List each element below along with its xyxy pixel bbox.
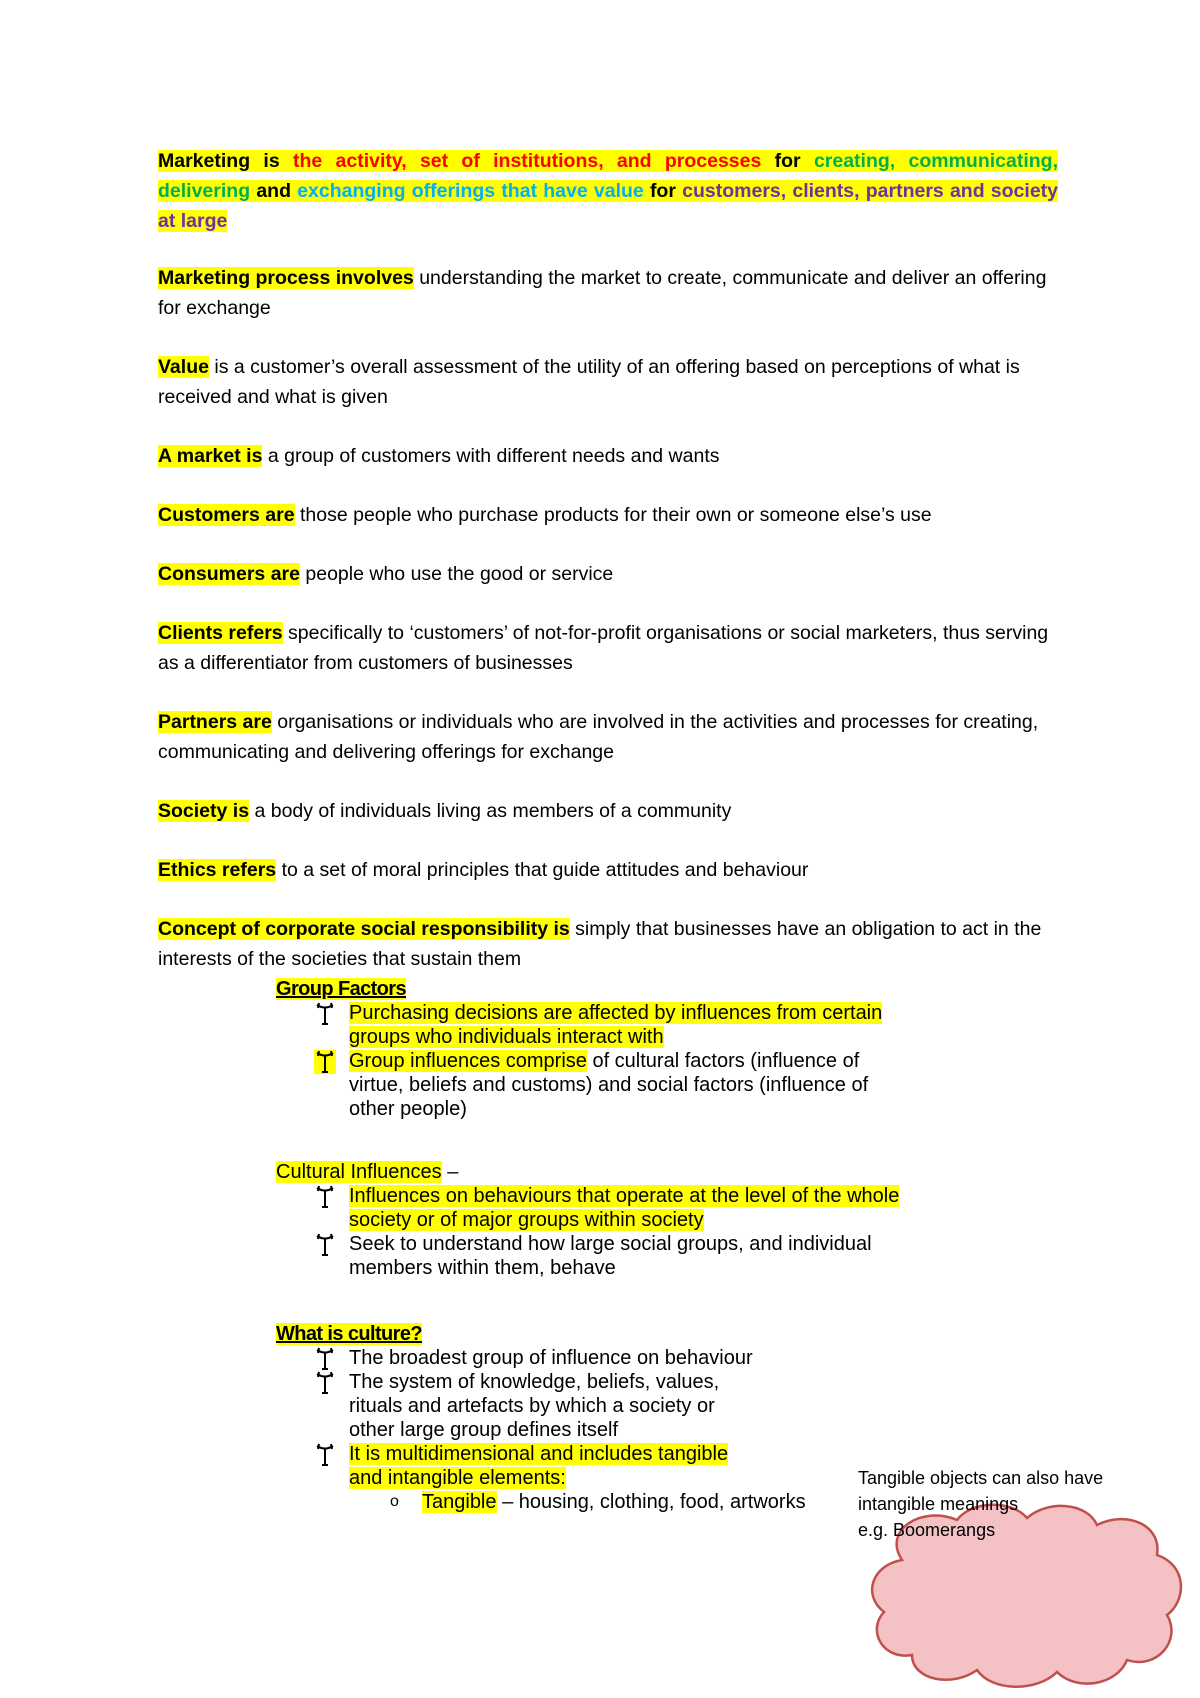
circle-bullet: o [390,1493,399,1510]
definition-text: people who use the good or service [299,563,614,585]
list-item: Purchasing decisions are affected by influences from certain groups who individuals interact with [276,1001,916,1049]
definition-text: a group of customers with different needs and wants [262,445,720,467]
list-item: Group influences comprise of cultural factors (influence of virtue, beliefs and customs) and social factors (influence of other people) [276,1049,916,1121]
group-factors-heading: Group Factors [276,978,406,1000]
definition-term: Clients refers [158,622,283,644]
definition-term: Customers are [158,504,295,526]
list-item: The system of knowledge, beliefs, values, rituals and artefacts by which a society or other large group defines itself [276,1370,916,1442]
definition-term: Ethics refers [158,859,277,881]
marketing-definition [158,146,1058,236]
pushpin-bullet-icon [314,1347,336,1371]
list-item: It is multidimensional and includes tangible and intangible elements: [276,1442,916,1490]
list-item: The broadest group of influence on behaviour [276,1346,916,1370]
definition-term: Society is [158,800,250,822]
clients-definition [158,618,1058,678]
pushpin-bullet-icon [314,1371,336,1395]
pushpin-bullet-icon [314,1002,336,1026]
ethics-definition [158,855,1058,885]
definition-text: organisations or individuals who are involved in the activities and processes for creating, communicating and delivering offerings for exchange [158,711,1039,763]
pushpin-bullet-icon [314,1443,336,1467]
definition-term: A market is [158,445,263,467]
csr-definition [158,914,1058,974]
consumers-definition [158,559,1058,589]
marketing-process-definition [158,263,1058,323]
pushpin-bullet-icon [314,1185,336,1209]
cloud-callout-text [858,1465,1158,1543]
definition-term: Consumers are [158,563,300,585]
market-definition [158,441,1058,471]
partners-definition [158,707,1058,767]
customers-definition [158,500,1058,530]
definition-term: Value [158,356,209,378]
callout-line: Tangible objects can also have [858,1468,1104,1488]
what-is-culture-heading: What is culture? [276,1323,422,1345]
marketing-term: Marketing is the activity, set of institutions, and processes for creating, communicating, delivering and exchanging offerings that have value for customers, clients, partners and society at large [158,150,1059,232]
definition-term: Marketing process involves [158,267,414,289]
what-is-culture-section [276,1322,916,1514]
callout-line: e.g. Boomerangs [858,1520,996,1540]
pushpin-bullet-icon [314,1233,336,1257]
definition-term: Partners are [158,711,272,733]
definition-text: to a set of moral principles that guide attitudes and behaviour [276,859,809,881]
group-factors-section [276,977,916,1121]
pushpin-bullet-icon [314,1050,336,1074]
list-item: Seek to understand how large social groups, and individual members within them, behave [276,1232,916,1280]
sub-list-item: o Tangible – housing, clothing, food, artworks [390,1491,806,1513]
definition-text: a body of individuals living as members of a community [249,800,732,822]
definition-text: is a customer’s overall assessment of the utility of an offering based on perceptions of what is received and what is given [158,356,1020,408]
list-item: Influences on behaviours that operate at the level of the whole society or of major groups within society [276,1184,916,1232]
cultural-influences-heading: Cultural Influences – [276,1161,459,1183]
callout-line: intangible meanings [858,1494,1019,1514]
definition-text: simply that businesses have an obligation to act in the interests of the societies that sustain them [158,918,1042,970]
society-definition [158,796,1058,826]
value-definition [158,352,1058,412]
definition-term: Concept of corporate social responsibility is [158,918,570,940]
definition-text: specifically to ‘customers’ of not-for-profit organisations or social marketers, thus serving as a differentiator from customers of businesses [158,622,1049,674]
cultural-influences-section [276,1160,916,1280]
definition-text: understanding the market to create, communicate and deliver an offering for exchange [158,267,1047,319]
definition-text: those people who purchase products for their own or someone else’s use [294,504,932,526]
